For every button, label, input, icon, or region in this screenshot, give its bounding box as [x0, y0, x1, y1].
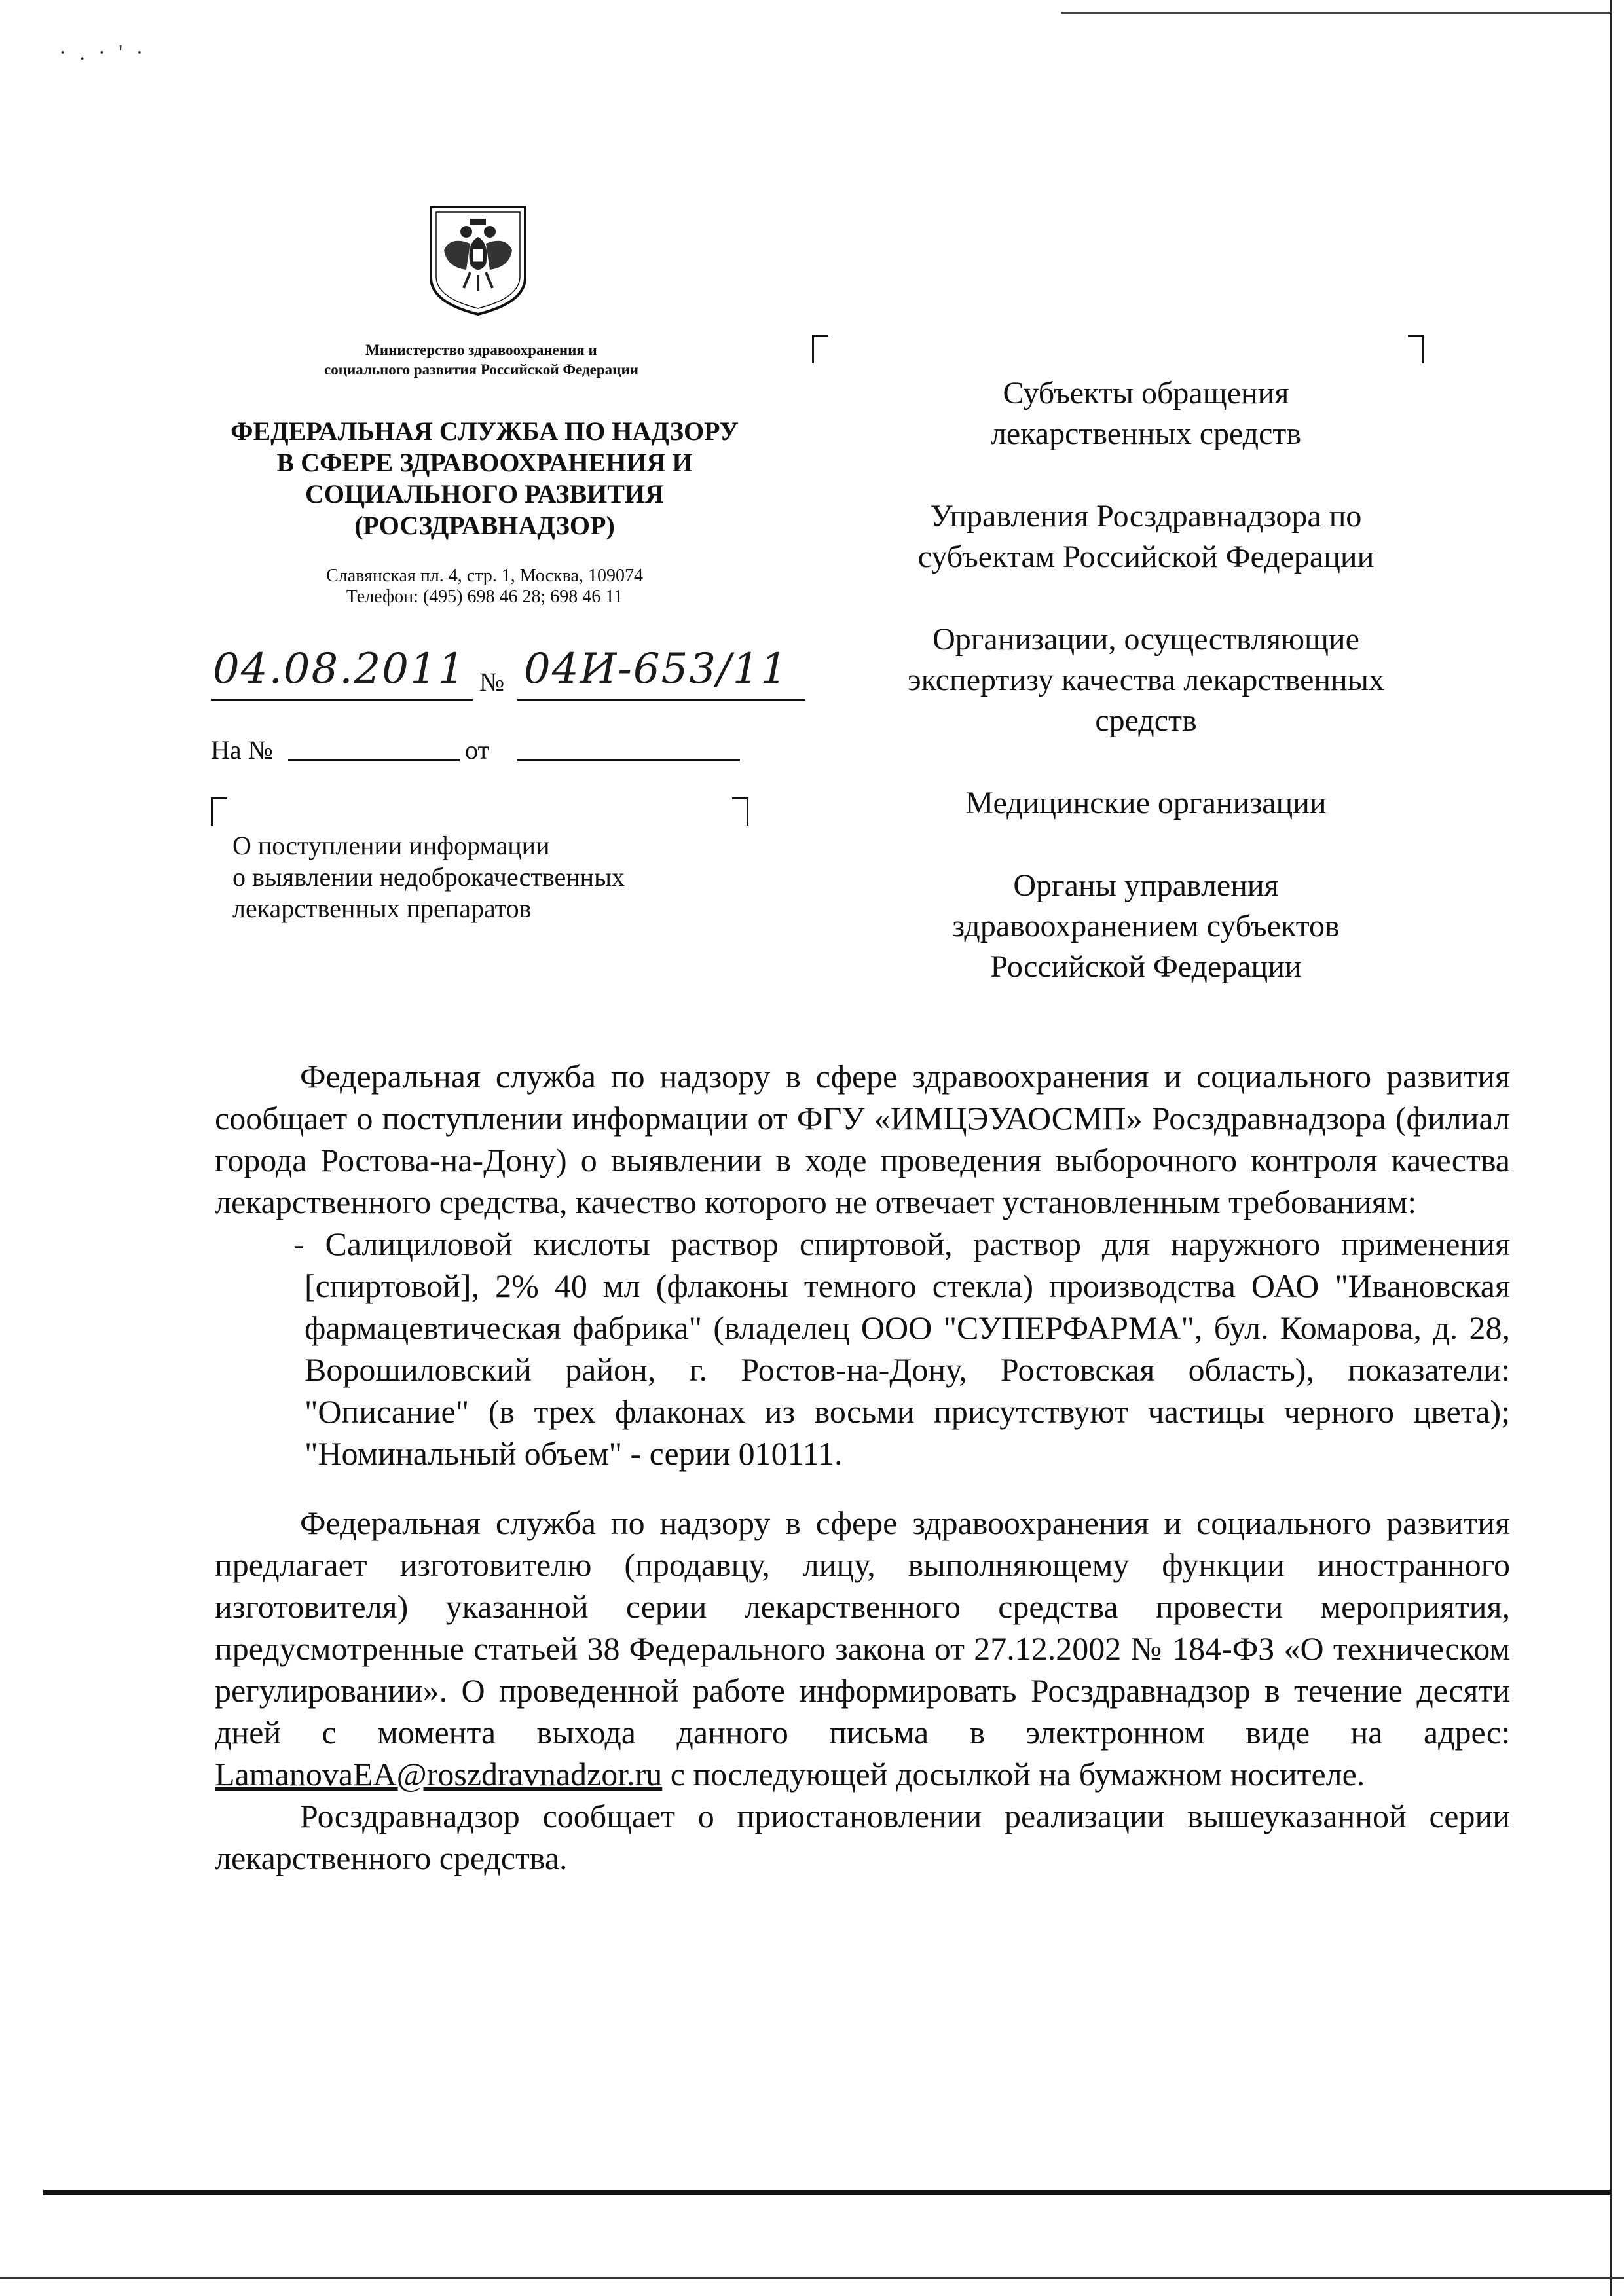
recipient-group: [838, 496, 1454, 577]
addressee-bracket-right: [1408, 335, 1424, 363]
registration-number: 04И-653/11: [524, 645, 789, 693]
scan-edge-top: [1061, 12, 1611, 14]
recipient-line: здравоохранением субъектов: [952, 909, 1340, 943]
phone-line: Телефон: (495) 698 46 28; 698 46 11: [346, 587, 623, 607]
body-paragraph-2: [215, 1502, 1510, 1795]
recipient-group: [838, 866, 1454, 987]
ministry-line-2: социального развития Российской Федерации: [324, 361, 638, 378]
subject-bracket-right: [732, 797, 748, 826]
subject-line-1: О поступлении информации: [232, 831, 550, 860]
recipient-line: экспертизу качества лекарственных: [908, 663, 1384, 697]
para2-text: Федеральная служба по надзору в сфере здравоохранения и социального развития предлагает изготовителю (продавцу, лицу, выполняющему функции иностранного изготовителя) указанной серии лекарственного средства провести мероприятия, предусмотренные статьей 38 Федерального закона от 27.12.2002 № 184-ФЗ «О техническом регулировании». О проведенной работе информировать Росздравнадзор в течение десяти дней с момента выхода данного письма в электронном виде на адрес:: [215, 1504, 1510, 1751]
bottom-rule: [43, 2190, 1611, 2195]
ministry-name: [249, 340, 714, 380]
scan-specks: ·.·'·: [59, 41, 157, 65]
ref-number-label: На №: [211, 735, 273, 765]
email-link[interactable]: LamanovaEA@roszdravnadzor.ru: [215, 1756, 663, 1793]
agency-line-4: (РОСЗДРАВНАДЗОР): [354, 511, 615, 540]
letter-body: [215, 1055, 1510, 1879]
recipient-line: Медицинские организации: [965, 786, 1327, 820]
para2-end: с последующей досылкой на бумажном носителе.: [670, 1756, 1365, 1793]
body-bullet-item: - Салициловой кислоты раствор спиртовой, раствор для наружного применения [спиртовой], 2% 40 мл (флаконы темного стекла) производства ОАО "Ивановская фармацевтическая фабрика" (владелец ООО "СУПЕРФАРМА", бул. Комарова, д. 28, Ворошиловский район, г. Ростов-на-Дону, Ростовская область), показатели: "Описание" (в трех флаконах из восьми присутствуют частицы черного цвета); "Номинальный объем" - серии 010111.: [293, 1226, 1510, 1472]
recipient-line: лекарственных средств: [990, 416, 1302, 451]
date-underline: [211, 699, 473, 701]
subject-line-2: о выявлении недоброкачественных: [232, 862, 625, 892]
letter-subject: [232, 830, 783, 924]
recipient-line: Органы управления: [1013, 868, 1279, 903]
recipient-group: [838, 619, 1454, 741]
body-paragraph-1: Федеральная служба по надзору в сфере здравоохранения и социального развития сообщает о поступлении информации от ФГУ «ИМЦЭУАОСМП» Росздравнадзора (филиал города Ростова-на-Дону) о выявлении в ходе проведения выборочного контроля качества лекарственного средства, качество которого не отвечает установленным требованиям:: [215, 1058, 1510, 1220]
recipients-block: [838, 373, 1454, 987]
recipient-line: Организации, осуществляющие: [932, 622, 1359, 657]
number-underline: [517, 699, 805, 701]
registration-date: 04.08.2011: [213, 645, 466, 693]
ref-from-label: от: [465, 735, 489, 765]
paragraph-gap: [215, 1474, 1510, 1502]
recipient-line: Управления Росздравнадзора по: [930, 499, 1362, 534]
scan-edge-right: [1610, 0, 1612, 2296]
recipient-line: Российской Федерации: [990, 949, 1302, 984]
address-line: Славянская пл. 4, стр. 1, Москва, 109074: [326, 566, 643, 586]
subject-line-3: лекарственных препаратов: [232, 894, 532, 923]
ref-number-line: [288, 759, 460, 761]
number-label: №: [479, 667, 505, 697]
addressee-bracket-left: [812, 335, 828, 363]
scan-edge-bottom: [0, 2277, 1624, 2279]
recipient-line: средств: [1095, 703, 1197, 738]
ministry-line-1: Министерство здравоохранения и: [365, 342, 597, 358]
agency-line-1: ФЕДЕРАЛЬНАЯ СЛУЖБА ПО НАДЗОРУ: [231, 416, 739, 446]
recipient-line: субъектам Российской Федерации: [917, 539, 1375, 574]
subject-bracket-left: [211, 797, 227, 826]
agency-line-2: В СФЕРЕ ЗДРАВООХРАНЕНИЯ И: [276, 448, 693, 477]
recipient-group: [838, 783, 1454, 824]
body-paragraph-3: Росздравнадзор сообщает о приостановлении реализации вышеуказанной серии лекарственного средства.: [215, 1798, 1510, 1876]
coat-of-arms-icon: [427, 204, 529, 317]
agency-line-3: СОЦИАЛЬНОГО РАЗВИТИЯ: [305, 479, 664, 509]
ref-from-line: [517, 759, 740, 761]
agency-name: [190, 416, 779, 541]
recipient-line: Субъекты обращения: [1003, 376, 1289, 410]
recipient-group: [838, 373, 1454, 454]
agency-address: [223, 566, 747, 608]
